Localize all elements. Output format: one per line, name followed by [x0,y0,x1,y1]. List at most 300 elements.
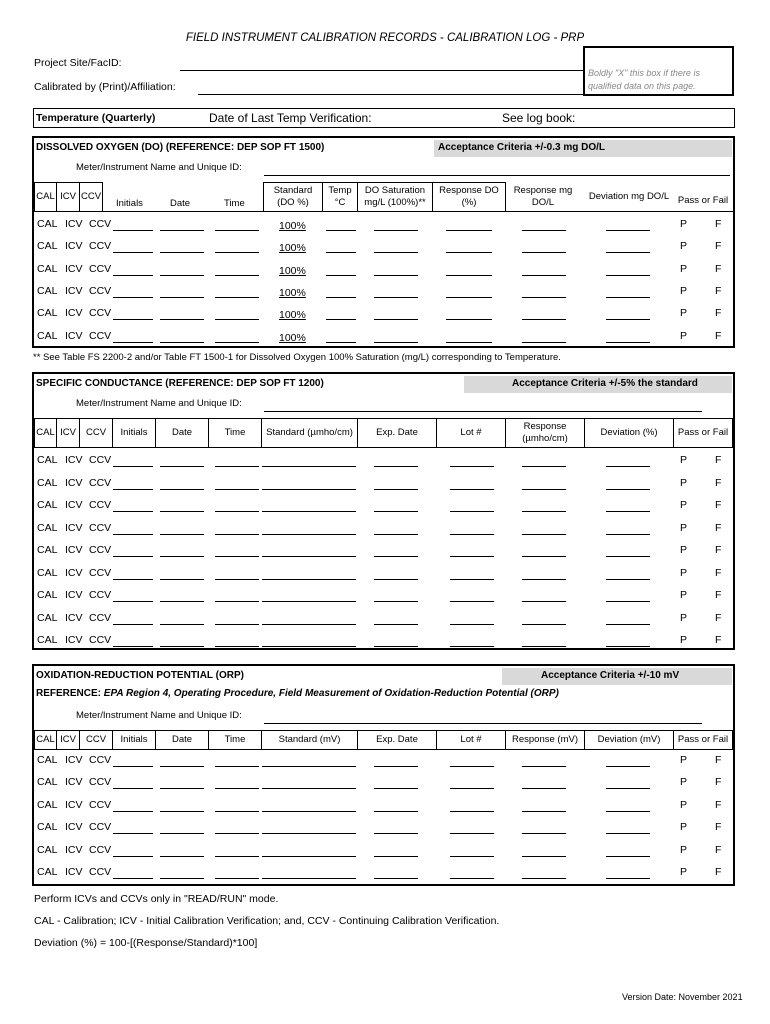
do-time-field[interactable] [215,252,259,253]
sc-standard-field[interactable] [262,624,356,625]
sc-exp-date-field[interactable] [374,579,418,580]
orp-cal-option[interactable]: CAL [37,754,58,766]
sc-hdr-pass-fail: Pass or Fail [673,418,733,448]
orp-lot-field[interactable] [450,766,494,767]
sc-deviation-field[interactable] [606,624,650,625]
orp-icv-option[interactable]: ICV [65,866,83,878]
do-deviation-field[interactable] [606,252,650,253]
do-do-sat-field[interactable] [374,319,418,320]
sc-response-field[interactable] [522,511,566,512]
sc-icv-option[interactable]: ICV [65,589,83,601]
orp-deviation-field[interactable] [606,811,650,812]
sc-date-field[interactable] [160,489,204,490]
sc-ccv-option[interactable]: CCV [89,589,112,601]
orp-fail-option[interactable]: F [715,798,722,811]
do-meter-label: Meter/Instrument Name and Unique ID: [76,162,242,173]
sc-initials-field[interactable] [113,466,153,467]
do-cal-option[interactable]: CAL [37,307,58,320]
orp-icv-option[interactable]: ICV [65,754,83,766]
sc-fail-option[interactable]: F [715,454,722,466]
do-row [34,261,733,283]
sc-standard-field[interactable] [262,646,356,647]
do-standard-value: 100% [279,242,306,255]
sc-ccv-option[interactable]: CCV [89,476,112,489]
sc-fail-option[interactable]: F [715,611,722,624]
orp-fail-option[interactable]: F [715,821,722,834]
sc-lot-field[interactable] [450,646,494,647]
sc-exp-date-field[interactable] [374,556,418,557]
do-icv-option[interactable]: ICV [65,284,83,297]
do-deviation-field[interactable] [606,275,650,276]
sc-exp-date-field[interactable] [374,534,418,535]
do-ccv-option[interactable]: CCV [89,240,112,253]
do-time-field[interactable] [215,230,259,231]
do-temp-field[interactable] [326,297,356,298]
orp-ccv-option[interactable]: CCV [89,776,112,789]
orp-lot-field[interactable] [450,833,494,834]
do-deviation-field[interactable] [606,319,650,320]
sc-standard-field[interactable] [262,466,356,467]
do-cal-option[interactable]: CAL [37,218,58,230]
orp-ccv-option[interactable]: CCV [89,866,112,878]
sc-pass-option[interactable]: P [680,499,688,511]
orp-deviation-field[interactable] [606,856,650,857]
do-do-sat-field[interactable] [374,342,418,343]
sc-lot-field[interactable] [450,466,494,467]
orp-time-field[interactable] [215,766,259,767]
sc-initials-field[interactable] [113,601,153,602]
sc-response-field[interactable] [522,601,566,602]
orp-initials-field[interactable] [113,833,153,834]
sc-deviation-field[interactable] [606,466,650,467]
sc-exp-date-field[interactable] [374,466,418,467]
orp-standard-field[interactable] [262,856,356,857]
orp-icv-option[interactable]: ICV [65,843,83,856]
do-initials-field[interactable] [113,252,153,253]
sc-date-field[interactable] [160,556,204,557]
orp-deviation-field[interactable] [606,878,650,879]
orp-icv-option[interactable]: ICV [65,821,83,834]
orp-standard-field[interactable] [262,788,356,789]
do-pass-option[interactable]: P [680,240,688,253]
orp-fail-option[interactable]: F [715,754,722,766]
sc-lot-field[interactable] [450,601,494,602]
do-fail-option[interactable]: F [715,240,722,253]
do-temp-field[interactable] [326,230,356,231]
orp-date-field[interactable] [160,766,204,767]
orp-response-field[interactable] [522,811,566,812]
sc-time-field[interactable] [215,466,259,467]
sc-date-field[interactable] [160,534,204,535]
do-temp-field[interactable] [326,342,356,343]
do-resp-mg-field[interactable] [522,230,566,231]
do-resp-mg-field[interactable] [522,252,566,253]
orp-cal-option[interactable]: CAL [37,821,58,834]
sc-date-field[interactable] [160,601,204,602]
orp-title: OXIDATION-REDUCTION POTENTIAL (ORP) [36,670,244,681]
sc-standard-field[interactable] [262,489,356,490]
do-ccv-option[interactable]: CCV [89,284,112,297]
sc-cal-option[interactable]: CAL [37,454,58,466]
orp-cal-option[interactable]: CAL [37,866,58,878]
do-do-sat-field[interactable] [374,230,418,231]
do-resp-pct-field[interactable] [446,252,492,253]
sc-time-field[interactable] [215,624,259,625]
do-icv-option[interactable]: ICV [65,218,83,230]
do-hdr-icv: ICV [56,182,80,212]
do-resp-pct-field[interactable] [446,297,492,298]
sc-cal-option[interactable]: CAL [37,544,58,556]
orp-date-field[interactable] [160,833,204,834]
orp-deviation-field[interactable] [606,766,650,767]
orp-initials-field[interactable] [113,811,153,812]
sc-cal-option[interactable]: CAL [37,589,58,601]
do-pass-option[interactable]: P [680,262,688,275]
orp-pass-option[interactable]: P [680,754,688,766]
orp-cal-option[interactable]: CAL [37,843,58,856]
sc-cal-option[interactable]: CAL [37,499,58,511]
sc-icv-option[interactable]: ICV [65,611,83,624]
orp-time-field[interactable] [215,833,259,834]
do-resp-pct-field[interactable] [446,230,492,231]
qualified-data-checkbox[interactable] [583,46,734,96]
sc-time-field[interactable] [215,511,259,512]
do-icv-option[interactable]: ICV [65,240,83,253]
do-fail-option[interactable]: F [715,284,722,297]
orp-response-field[interactable] [522,766,566,767]
orp-response-field[interactable] [522,856,566,857]
sc-icv-option[interactable]: ICV [65,566,83,579]
orp-cal-option[interactable]: CAL [37,798,58,811]
do-temp-field[interactable] [326,319,356,320]
orp-date-field[interactable] [160,856,204,857]
orp-time-field[interactable] [215,856,259,857]
orp-lot-field[interactable] [450,811,494,812]
orp-exp-date-field[interactable] [374,766,418,767]
orp-fail-option[interactable]: F [715,776,722,789]
temperature-row [33,108,735,128]
orp-response-field[interactable] [522,788,566,789]
orp-pass-option[interactable]: P [680,843,688,856]
sc-fail-option[interactable]: F [715,499,722,511]
sc-initials-field[interactable] [113,489,153,490]
do-date-field[interactable] [160,230,204,231]
orp-pass-option[interactable]: P [680,821,688,834]
sc-lot-field[interactable] [450,556,494,557]
do-resp-pct-field[interactable] [446,275,492,276]
orp-pass-option[interactable]: P [680,798,688,811]
orp-exp-date-field[interactable] [374,833,418,834]
sc-response-field[interactable] [522,466,566,467]
sc-exp-date-field[interactable] [374,489,418,490]
do-resp-pct-field[interactable] [446,342,492,343]
do-do-sat-field[interactable] [374,297,418,298]
sc-ccv-option[interactable]: CCV [89,544,112,556]
do-hdr-time: Time [224,198,245,209]
do-date-field[interactable] [160,252,204,253]
orp-lot-field[interactable] [450,856,494,857]
orp-hdr-time: Time [208,730,262,750]
calibrated-by-label: Calibrated by (Print)/Affiliation: [34,81,176,93]
sc-date-field[interactable] [160,646,204,647]
do-date-field[interactable] [160,275,204,276]
sc-pass-option[interactable]: P [680,454,688,466]
sc-fail-option[interactable]: F [715,634,722,646]
do-do-sat-field[interactable] [374,252,418,253]
do-initials-field[interactable] [113,230,153,231]
sc-pass-option[interactable]: P [680,589,688,601]
orp-response-field[interactable] [522,833,566,834]
orp-date-field[interactable] [160,811,204,812]
orp-standard-field[interactable] [262,766,356,767]
sc-hdr-deviation: Deviation (%) [584,418,674,448]
orp-deviation-field[interactable] [606,788,650,789]
sc-standard-field[interactable] [262,534,356,535]
do-initials-field[interactable] [113,319,153,320]
orp-icv-option[interactable]: ICV [65,798,83,811]
orp-icv-option[interactable]: ICV [65,776,83,789]
do-time-field[interactable] [215,342,259,343]
do-pass-option[interactable]: P [680,307,688,320]
sc-standard-field[interactable] [262,601,356,602]
sc-time-field[interactable] [215,646,259,647]
do-deviation-field[interactable] [606,230,650,231]
sc-time-field[interactable] [215,489,259,490]
sc-pass-option[interactable]: P [680,476,688,489]
sc-date-field[interactable] [160,579,204,580]
do-deviation-field[interactable] [606,297,650,298]
orp-fail-option[interactable]: F [715,866,722,878]
do-temp-field[interactable] [326,275,356,276]
do-initials-field[interactable] [113,275,153,276]
sc-ccv-option[interactable]: CCV [89,634,112,646]
do-resp-mg-field[interactable] [522,297,566,298]
sc-pass-option[interactable]: P [680,521,688,534]
sc-response-field[interactable] [522,534,566,535]
sc-ccv-option[interactable]: CCV [89,454,112,466]
orp-initials-field[interactable] [113,788,153,789]
sc-fail-option[interactable]: F [715,589,722,601]
sc-deviation-field[interactable] [606,511,650,512]
do-ccv-option[interactable]: CCV [89,307,112,320]
do-fail-option[interactable]: F [715,307,722,320]
do-time-field[interactable] [215,297,259,298]
sc-ccv-option[interactable]: CCV [89,521,112,534]
orp-date-field[interactable] [160,788,204,789]
do-pass-option[interactable]: P [680,329,688,342]
do-initials-field[interactable] [113,342,153,343]
sc-response-field[interactable] [522,579,566,580]
sc-exp-date-field[interactable] [374,646,418,647]
sc-deviation-field[interactable] [606,556,650,557]
do-cal-option[interactable]: CAL [37,329,58,342]
do-fail-option[interactable]: F [715,218,722,230]
sc-pass-option[interactable]: P [680,566,688,579]
do-cal-option[interactable]: CAL [37,262,58,275]
do-ccv-option[interactable]: CCV [89,262,112,275]
sc-hdr-time: Time [208,418,262,448]
do-ccv-option[interactable]: CCV [89,329,112,342]
orp-time-field[interactable] [215,811,259,812]
orp-date-field[interactable] [160,878,204,879]
sc-deviation-field[interactable] [606,534,650,535]
sc-initials-field[interactable] [113,646,153,647]
do-date-field[interactable] [160,297,204,298]
sc-response-field[interactable] [522,624,566,625]
sc-response-field[interactable] [522,646,566,647]
do-row [34,283,733,305]
sc-exp-date-field[interactable] [374,624,418,625]
do-header-rule [34,211,733,212]
do-resp-mg-field[interactable] [522,319,566,320]
do-fail-option[interactable]: F [715,262,722,275]
orp-exp-date-field[interactable] [374,811,418,812]
sc-icv-option[interactable]: ICV [65,476,83,489]
do-date-field[interactable] [160,342,204,343]
do-initials-field[interactable] [113,297,153,298]
orp-deviation-field[interactable] [606,833,650,834]
do-cal-option[interactable]: CAL [37,240,58,253]
orp-standard-field[interactable] [262,811,356,812]
sc-initials-field[interactable] [113,624,153,625]
sc-date-field[interactable] [160,466,204,467]
sc-ccv-option[interactable]: CCV [89,499,112,511]
sc-initials-field[interactable] [113,534,153,535]
sc-response-field[interactable] [522,489,566,490]
do-fail-option[interactable]: F [715,329,722,342]
sc-ccv-option[interactable]: CCV [89,566,112,579]
sc-icv-option[interactable]: ICV [65,454,83,466]
orp-exp-date-field[interactable] [374,856,418,857]
sc-cal-option[interactable]: CAL [37,634,58,646]
sc-exp-date-field[interactable] [374,511,418,512]
sc-standard-field[interactable] [262,511,356,512]
sc-time-field[interactable] [215,556,259,557]
do-time-field[interactable] [215,319,259,320]
sc-standard-field[interactable] [262,556,356,557]
sc-hdr-standard: Standard (µmho/cm) [261,418,358,448]
sc-initials-field[interactable] [113,556,153,557]
sc-deviation-field[interactable] [606,601,650,602]
sc-lot-field[interactable] [450,489,494,490]
sc-fail-option[interactable]: F [715,521,722,534]
do-meter-field[interactable] [264,175,730,176]
sc-pass-option[interactable]: P [680,611,688,624]
sc-lot-field[interactable] [450,624,494,625]
sc-initials-field[interactable] [113,579,153,580]
orp-exp-date-field[interactable] [374,878,418,879]
orp-ccv-option[interactable]: CCV [89,821,112,834]
orp-cal-option[interactable]: CAL [37,776,58,789]
sc-time-field[interactable] [215,534,259,535]
do-deviation-field[interactable] [606,342,650,343]
sc-icv-option[interactable]: ICV [65,521,83,534]
sc-time-field[interactable] [215,601,259,602]
orp-lot-field[interactable] [450,878,494,879]
sc-lot-field[interactable] [450,534,494,535]
sc-cal-option[interactable]: CAL [37,476,58,489]
orp-time-field[interactable] [215,878,259,879]
orp-standard-field[interactable] [262,878,356,879]
orp-ccv-option[interactable]: CCV [89,843,112,856]
project-site-field[interactable] [180,70,583,71]
do-temp-field[interactable] [326,252,356,253]
orp-hdr-initials: Initials [112,730,156,750]
do-pass-option[interactable]: P [680,218,688,230]
orp-reference-text: EPA Region 4, Operating Procedure, Field Measurement of Oxidation-Reduction Potential (ORP) [103,688,559,699]
orp-pass-option[interactable]: P [680,866,688,878]
orp-time-field[interactable] [215,788,259,789]
orp-row [34,774,733,796]
sc-icv-option[interactable]: ICV [65,634,83,646]
do-icv-option[interactable]: ICV [65,262,83,275]
do-cal-option[interactable]: CAL [37,284,58,297]
orp-lot-field[interactable] [450,788,494,789]
do-do-sat-field[interactable] [374,275,418,276]
orp-meter-field[interactable] [264,723,702,724]
sc-cal-option[interactable]: CAL [37,611,58,624]
sc-cal-option[interactable]: CAL [37,566,58,579]
sc-icv-option[interactable]: ICV [65,544,83,556]
sc-fail-option[interactable]: F [715,566,722,579]
sc-ccv-option[interactable]: CCV [89,611,112,624]
do-date-field[interactable] [160,319,204,320]
sc-initials-field[interactable] [113,511,153,512]
do-icv-option[interactable]: ICV [65,329,83,342]
orp-initials-field[interactable] [113,766,153,767]
do-ccv-option[interactable]: CCV [89,218,112,230]
do-icv-option[interactable]: ICV [65,307,83,320]
orp-hdr-deviation: Deviation (mV) [584,730,674,750]
sc-meter-field[interactable] [264,411,702,412]
orp-initials-field[interactable] [113,856,153,857]
do-time-field[interactable] [215,275,259,276]
do-resp-mg-field[interactable] [522,275,566,276]
sc-exp-date-field[interactable] [374,601,418,602]
sc-standard-field[interactable] [262,579,356,580]
calibrated-by-field[interactable] [198,94,583,95]
orp-ccv-option[interactable]: CCV [89,754,112,766]
sc-cal-option[interactable]: CAL [37,521,58,534]
sc-deviation-field[interactable] [606,579,650,580]
orp-exp-date-field[interactable] [374,788,418,789]
do-resp-mg-field[interactable] [522,342,566,343]
sc-icv-option[interactable]: ICV [65,499,83,511]
orp-initials-field[interactable] [113,878,153,879]
sc-fail-option[interactable]: F [715,476,722,489]
sc-response-field[interactable] [522,556,566,557]
sc-time-field[interactable] [215,579,259,580]
sc-fail-option[interactable]: F [715,544,722,556]
orp-pass-option[interactable]: P [680,776,688,789]
orp-fail-option[interactable]: F [715,843,722,856]
sc-lot-field[interactable] [450,579,494,580]
orp-response-field[interactable] [522,878,566,879]
orp-hdr-cal: CAL [34,730,57,750]
qualified-note: Boldly "X" this box if there is qualified data on this page. [588,68,700,91]
sc-pass-option[interactable]: P [680,544,688,556]
sc-date-field[interactable] [160,624,204,625]
orp-ccv-option[interactable]: CCV [89,798,112,811]
orp-standard-field[interactable] [262,833,356,834]
do-pass-option[interactable]: P [680,284,688,297]
sc-lot-field[interactable] [450,511,494,512]
sc-deviation-field[interactable] [606,489,650,490]
sc-date-field[interactable] [160,511,204,512]
sc-pass-option[interactable]: P [680,634,688,646]
sc-deviation-field[interactable] [606,646,650,647]
do-resp-pct-field[interactable] [446,319,492,320]
